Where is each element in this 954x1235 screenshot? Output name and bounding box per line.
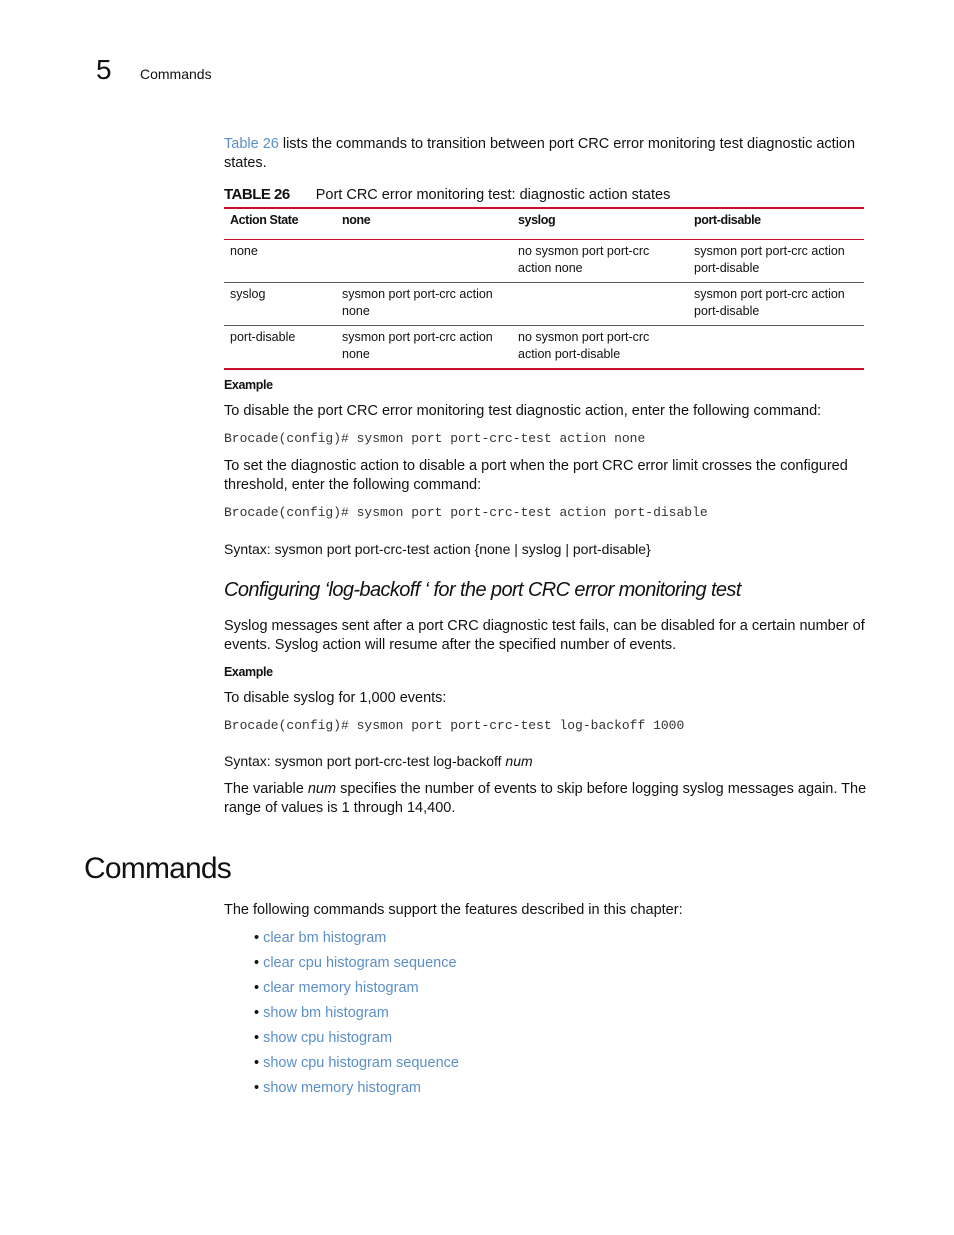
table-row	[224, 240, 864, 283]
table-cell: sysmon port port-crc action none	[336, 326, 512, 370]
intro-paragraph	[224, 135, 872, 173]
example-text: To disable the port CRC error monitoring test diagnostic action, enter the following command:	[224, 403, 822, 419]
variable-desc-pre: The variable	[224, 781, 308, 797]
example-text: To disable syslog for 1,000 events:	[224, 690, 447, 706]
bullet-icon: •	[254, 930, 260, 946]
bullet-icon: •	[254, 955, 260, 971]
table-cell	[336, 240, 512, 283]
table-26-link[interactable]: Table 26	[224, 136, 279, 152]
syntax-variable: num	[505, 753, 533, 769]
command-link[interactable]: clear memory histogram	[263, 980, 419, 996]
section-heading: Configuring ‘log-backoff ‘ for the port CRC error monitoring test	[224, 579, 741, 601]
example-label: Example	[224, 378, 273, 392]
bullet-icon: •	[254, 1055, 260, 1071]
bullet-icon: •	[254, 1005, 260, 1021]
table-cell: sysmon port port-crc action none	[336, 283, 512, 326]
variable-name: num	[307, 781, 337, 797]
command-link[interactable]: clear cpu histogram sequence	[263, 955, 457, 971]
chapter-number: 5	[96, 54, 112, 85]
example-label: Example	[224, 665, 273, 679]
column-header: none	[336, 208, 512, 240]
variable-description	[224, 780, 872, 818]
table-caption-text: Port CRC error monitoring test: diagnostic action states	[315, 187, 671, 203]
commands-list	[254, 928, 459, 1103]
command-link[interactable]: clear bm histogram	[263, 930, 387, 946]
code-sample: Brocade(config)# sysmon port port-crc-test action port-disable	[224, 505, 708, 520]
section-text: Syslog messages sent after a port CRC diagnostic test fails, can be disabled for a certain number of events. Syslog action will resume after the specified number of events.	[224, 618, 865, 653]
table-cell: port-disable	[224, 326, 336, 370]
column-header: Action State	[224, 208, 336, 240]
table-cell: sysmon port port-crc action port-disable	[688, 283, 864, 326]
column-header: syslog	[512, 208, 688, 240]
list-item	[254, 1003, 459, 1028]
table-row	[224, 326, 864, 370]
bullet-icon: •	[254, 980, 260, 996]
intro-text: lists the commands to transition between port CRC error monitoring test diagnostic action states.	[224, 136, 856, 171]
list-item	[254, 978, 459, 1003]
syntax-line: Syntax: sysmon port port-crc-test action {none | syslog | port-disable}	[224, 541, 651, 557]
table-caption	[224, 186, 670, 203]
command-link[interactable]: show bm histogram	[263, 1005, 389, 1021]
table-cell: no sysmon port port-crc action none	[512, 240, 688, 283]
code-sample: Brocade(config)# sysmon port port-crc-test log-backoff 1000	[224, 718, 685, 733]
table-cell: syslog	[224, 283, 336, 326]
commands-intro: The following commands support the features described in this chapter:	[224, 902, 683, 918]
command-link[interactable]: show memory histogram	[263, 1080, 422, 1096]
syntax-prefix: Syntax: sysmon port port-crc-test log-backoff	[224, 753, 506, 769]
variable-desc-post: specifies the number of events to skip before logging syslog messages again. The range of values is 1 through 14,400.	[224, 781, 867, 816]
list-item	[254, 1053, 459, 1078]
list-item	[254, 1078, 459, 1103]
table-cell: sysmon port port-crc action port-disable	[688, 240, 864, 283]
table-label: TABLE 26	[224, 186, 290, 203]
code-sample: Brocade(config)# sysmon port port-crc-test action none	[224, 431, 646, 446]
chapter-title: Commands	[140, 66, 212, 82]
action-states-table	[224, 207, 864, 370]
column-header: port-disable	[688, 208, 864, 240]
example-text: To set the diagnostic action to disable a port when the port CRC error limit crosses the configured threshold, enter the following command:	[224, 458, 848, 493]
bullet-icon: •	[254, 1080, 260, 1096]
table-cell	[688, 326, 864, 370]
syntax-line	[224, 753, 533, 769]
bullet-icon: •	[254, 1030, 260, 1046]
list-item	[254, 953, 459, 978]
table-row	[224, 283, 864, 326]
list-item	[254, 928, 459, 953]
command-link[interactable]: show cpu histogram	[263, 1030, 393, 1046]
commands-heading: Commands	[84, 852, 231, 885]
table-cell: no sysmon port port-crc action port-disable	[512, 326, 688, 370]
list-item	[254, 1028, 459, 1053]
command-link[interactable]: show cpu histogram sequence	[263, 1055, 459, 1071]
table-cell	[512, 283, 688, 326]
table-cell: none	[224, 240, 336, 283]
